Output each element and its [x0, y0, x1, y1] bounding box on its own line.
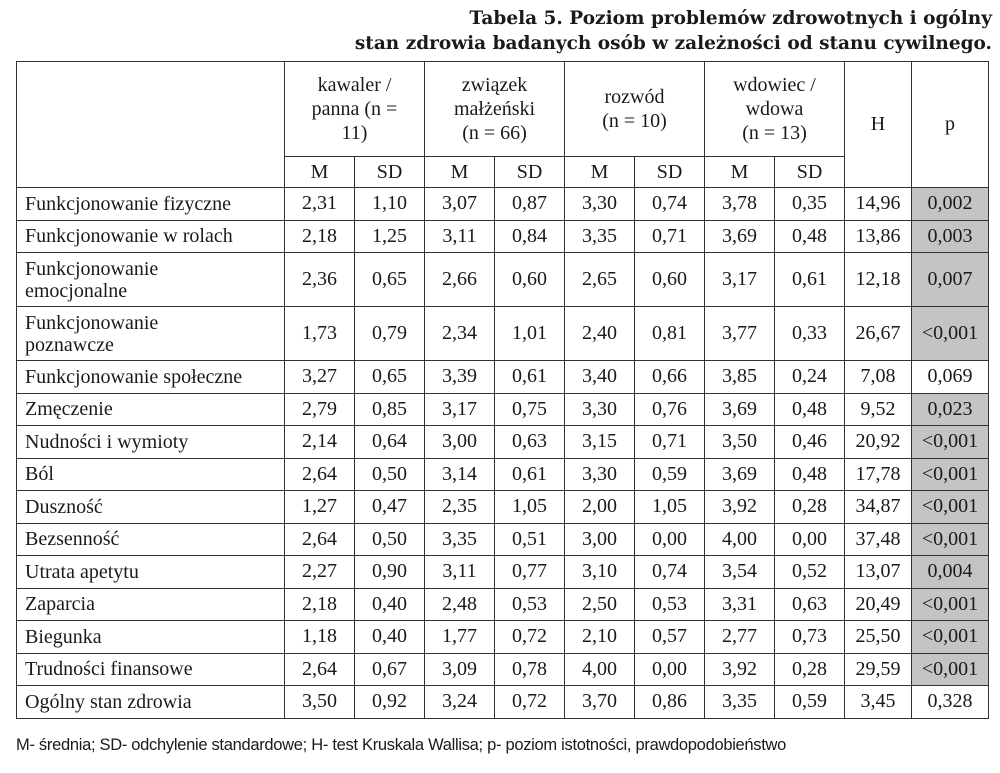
value-cell: 0,84	[495, 220, 565, 253]
value-cell: 0,74	[635, 556, 705, 589]
value-cell: 3,54	[705, 556, 775, 589]
value-cell: 3,92	[705, 653, 775, 686]
row-label: Nudności i wymioty	[17, 426, 285, 459]
h-value-cell: 29,59	[845, 653, 912, 686]
value-cell: 1,05	[495, 491, 565, 524]
value-cell: 0,46	[775, 426, 845, 459]
value-cell: 2,31	[285, 188, 355, 221]
value-cell: 3,09	[425, 653, 495, 686]
value-cell: 0,00	[635, 653, 705, 686]
row-label: Duszność	[17, 491, 285, 524]
h-value-cell: 34,87	[845, 491, 912, 524]
header-group-kawaler: kawaler / panna (n = 11)	[285, 62, 425, 157]
p-value-cell: <0,001	[912, 588, 989, 621]
value-cell: 3,14	[425, 458, 495, 491]
value-cell: 0,78	[495, 653, 565, 686]
value-cell: 3,92	[705, 491, 775, 524]
value-cell: 2,79	[285, 393, 355, 426]
value-cell: 3,69	[705, 220, 775, 253]
value-cell: 0,65	[355, 361, 425, 394]
value-cell: 3,35	[425, 523, 495, 556]
table-row	[17, 188, 989, 221]
header-m: M	[425, 157, 495, 188]
header-group-wdowiec: wdowiec / wdowa (n = 13)	[705, 62, 845, 157]
value-cell: 2,48	[425, 588, 495, 621]
value-cell: 0,53	[495, 588, 565, 621]
value-cell: 0,59	[775, 686, 845, 719]
row-label: Funkcjonowanie poznawcze	[17, 307, 285, 361]
value-cell: 0,73	[775, 621, 845, 654]
value-cell: 2,18	[285, 588, 355, 621]
value-cell: 2,35	[425, 491, 495, 524]
value-cell: 4,00	[705, 523, 775, 556]
h-value-cell: 20,92	[845, 426, 912, 459]
value-cell: 3,31	[705, 588, 775, 621]
value-cell: 0,50	[355, 458, 425, 491]
value-cell: 3,07	[425, 188, 495, 221]
h-value-cell: 17,78	[845, 458, 912, 491]
value-cell: 0,72	[495, 621, 565, 654]
header-sd: SD	[775, 157, 845, 188]
h-value-cell: 13,86	[845, 220, 912, 253]
row-label: Trudności finansowe	[17, 653, 285, 686]
h-value-cell: 14,96	[845, 188, 912, 221]
value-cell: 2,27	[285, 556, 355, 589]
value-cell: 4,00	[565, 653, 635, 686]
value-cell: 3,35	[705, 686, 775, 719]
h-value-cell: 9,52	[845, 393, 912, 426]
p-value-cell: <0,001	[912, 653, 989, 686]
p-value-cell: <0,001	[912, 523, 989, 556]
value-cell: 3,15	[565, 426, 635, 459]
value-cell: 2,36	[285, 253, 355, 307]
value-cell: 0,48	[775, 458, 845, 491]
value-cell: 0,40	[355, 588, 425, 621]
p-value-cell: <0,001	[912, 426, 989, 459]
value-cell: 0,66	[635, 361, 705, 394]
header-sd: SD	[495, 157, 565, 188]
value-cell: 0,51	[495, 523, 565, 556]
value-cell: 3,24	[425, 686, 495, 719]
table-row	[17, 426, 989, 459]
value-cell: 2,66	[425, 253, 495, 307]
p-value-cell: 0,007	[912, 253, 989, 307]
h-value-cell: 37,48	[845, 523, 912, 556]
table-body	[17, 62, 989, 719]
value-cell: 0,28	[775, 491, 845, 524]
p-value-cell: 0,328	[912, 686, 989, 719]
value-cell: 0,64	[355, 426, 425, 459]
table-row	[17, 653, 989, 686]
h-value-cell: 25,50	[845, 621, 912, 654]
header-group-rozwod: rozwód (n = 10)	[565, 62, 705, 157]
value-cell: 0,61	[775, 253, 845, 307]
p-value-cell: 0,003	[912, 220, 989, 253]
value-cell: 2,00	[565, 491, 635, 524]
value-cell: 3,69	[705, 458, 775, 491]
value-cell: 0,33	[775, 307, 845, 361]
value-cell: 0,35	[775, 188, 845, 221]
value-cell: 3,50	[705, 426, 775, 459]
p-value-cell: 0,004	[912, 556, 989, 589]
value-cell: 1,25	[355, 220, 425, 253]
value-cell: 0,28	[775, 653, 845, 686]
value-cell: 0,85	[355, 393, 425, 426]
value-cell: 3,50	[285, 686, 355, 719]
value-cell: 0,53	[635, 588, 705, 621]
value-cell: 0,60	[495, 253, 565, 307]
value-cell: 3,30	[565, 188, 635, 221]
value-cell: 2,18	[285, 220, 355, 253]
value-cell: 0,00	[635, 523, 705, 556]
h-value-cell: 20,49	[845, 588, 912, 621]
value-cell: 2,64	[285, 523, 355, 556]
header-sd: SD	[355, 157, 425, 188]
row-label: Funkcjonowanie fizyczne	[17, 188, 285, 221]
p-value-cell: 0,023	[912, 393, 989, 426]
value-cell: 0,79	[355, 307, 425, 361]
value-cell: 1,10	[355, 188, 425, 221]
p-value-cell: <0,001	[912, 458, 989, 491]
row-label: Ból	[17, 458, 285, 491]
value-cell: 1,73	[285, 307, 355, 361]
value-cell: 2,14	[285, 426, 355, 459]
value-cell: 1,18	[285, 621, 355, 654]
value-cell: 3,77	[705, 307, 775, 361]
header-p: p	[912, 62, 989, 188]
value-cell: 2,10	[565, 621, 635, 654]
table-caption	[355, 6, 992, 56]
caption-line-2: stan zdrowia badanych osób w zależności od stanu cywilnego.	[354, 33, 992, 54]
row-label: Zmęczenie	[17, 393, 285, 426]
value-cell: 0,76	[635, 393, 705, 426]
value-cell: 0,77	[495, 556, 565, 589]
value-cell: 0,52	[775, 556, 845, 589]
value-cell: 2,34	[425, 307, 495, 361]
value-cell: 3,85	[705, 361, 775, 394]
h-value-cell: 26,67	[845, 307, 912, 361]
table-row	[17, 458, 989, 491]
value-cell: 3,17	[705, 253, 775, 307]
h-value-cell: 3,45	[845, 686, 912, 719]
value-cell: 2,40	[565, 307, 635, 361]
value-cell: 3,78	[705, 188, 775, 221]
value-cell: 3,69	[705, 393, 775, 426]
caption-line-1: Tabela 5. Poziom problemów zdrowotnych i ogólny	[469, 8, 992, 29]
table-row	[17, 361, 989, 394]
row-label: Biegunka	[17, 621, 285, 654]
table-row	[17, 556, 989, 589]
p-value-cell: <0,001	[912, 621, 989, 654]
header-row-groups	[17, 62, 989, 157]
value-cell: 0,48	[775, 220, 845, 253]
value-cell: 1,05	[635, 491, 705, 524]
h-value-cell: 13,07	[845, 556, 912, 589]
table-row	[17, 220, 989, 253]
value-cell: 1,01	[495, 307, 565, 361]
header-h: H	[845, 62, 912, 188]
table-row	[17, 523, 989, 556]
value-cell: 3,10	[565, 556, 635, 589]
value-cell: 2,50	[565, 588, 635, 621]
value-cell: 0,59	[635, 458, 705, 491]
value-cell: 3,11	[425, 556, 495, 589]
value-cell: 0,90	[355, 556, 425, 589]
table-row	[17, 588, 989, 621]
value-cell: 0,00	[775, 523, 845, 556]
row-label: Zaparcia	[17, 588, 285, 621]
value-cell: 0,57	[635, 621, 705, 654]
header-group-zwiazek: związek małżeński (n = 66)	[425, 62, 565, 157]
header-m: M	[565, 157, 635, 188]
value-cell: 0,61	[495, 361, 565, 394]
row-label: Ogólny stan zdrowia	[17, 686, 285, 719]
header-blank-cell	[17, 62, 285, 188]
value-cell: 0,87	[495, 188, 565, 221]
value-cell: 3,30	[565, 458, 635, 491]
header-m: M	[705, 157, 775, 188]
value-cell: 3,35	[565, 220, 635, 253]
value-cell: 0,63	[495, 426, 565, 459]
results-table	[16, 61, 989, 719]
p-value-cell: 0,002	[912, 188, 989, 221]
value-cell: 3,39	[425, 361, 495, 394]
value-cell: 0,50	[355, 523, 425, 556]
table-row	[17, 491, 989, 524]
header-sd: SD	[635, 157, 705, 188]
value-cell: 0,92	[355, 686, 425, 719]
value-cell: 3,70	[565, 686, 635, 719]
value-cell: 3,40	[565, 361, 635, 394]
value-cell: 3,27	[285, 361, 355, 394]
row-label: Utrata apetytu	[17, 556, 285, 589]
value-cell: 3,17	[425, 393, 495, 426]
value-cell: 3,30	[565, 393, 635, 426]
p-value-cell: <0,001	[912, 307, 989, 361]
value-cell: 0,65	[355, 253, 425, 307]
table-row	[17, 253, 989, 307]
value-cell: 0,48	[775, 393, 845, 426]
table-row	[17, 621, 989, 654]
value-cell: 0,81	[635, 307, 705, 361]
header-m: M	[285, 157, 355, 188]
h-value-cell: 12,18	[845, 253, 912, 307]
value-cell: 1,77	[425, 621, 495, 654]
value-cell: 0,86	[635, 686, 705, 719]
row-label: Funkcjonowanie w rolach	[17, 220, 285, 253]
p-value-cell: <0,001	[912, 491, 989, 524]
row-label: Bezsenność	[17, 523, 285, 556]
value-cell: 0,24	[775, 361, 845, 394]
value-cell: 0,67	[355, 653, 425, 686]
value-cell: 0,60	[635, 253, 705, 307]
value-cell: 0,47	[355, 491, 425, 524]
value-cell: 3,11	[425, 220, 495, 253]
value-cell: 0,63	[775, 588, 845, 621]
value-cell: 2,65	[565, 253, 635, 307]
value-cell: 0,74	[635, 188, 705, 221]
value-cell: 0,40	[355, 621, 425, 654]
value-cell: 0,71	[635, 220, 705, 253]
table-row	[17, 307, 989, 361]
value-cell: 2,64	[285, 458, 355, 491]
value-cell: 0,75	[495, 393, 565, 426]
value-cell: 2,64	[285, 653, 355, 686]
value-cell: 0,61	[495, 458, 565, 491]
value-cell: 3,00	[425, 426, 495, 459]
value-cell: 2,77	[705, 621, 775, 654]
value-cell: 0,72	[495, 686, 565, 719]
row-label: Funkcjonowanie społeczne	[17, 361, 285, 394]
table-row	[17, 393, 989, 426]
h-value-cell: 7,08	[845, 361, 912, 394]
value-cell: 3,00	[565, 523, 635, 556]
value-cell: 0,71	[635, 426, 705, 459]
value-cell: 1,27	[285, 491, 355, 524]
footnote: M- średnia; SD- odchylenie standardowe; H- test Kruskala Wallisa; p- poziom istotności, prawdopodobieństwo	[16, 736, 787, 754]
row-label: Funkcjonowanie emocjonalne	[17, 253, 285, 307]
table-row	[17, 686, 989, 719]
p-value-cell: 0,069	[912, 361, 989, 394]
